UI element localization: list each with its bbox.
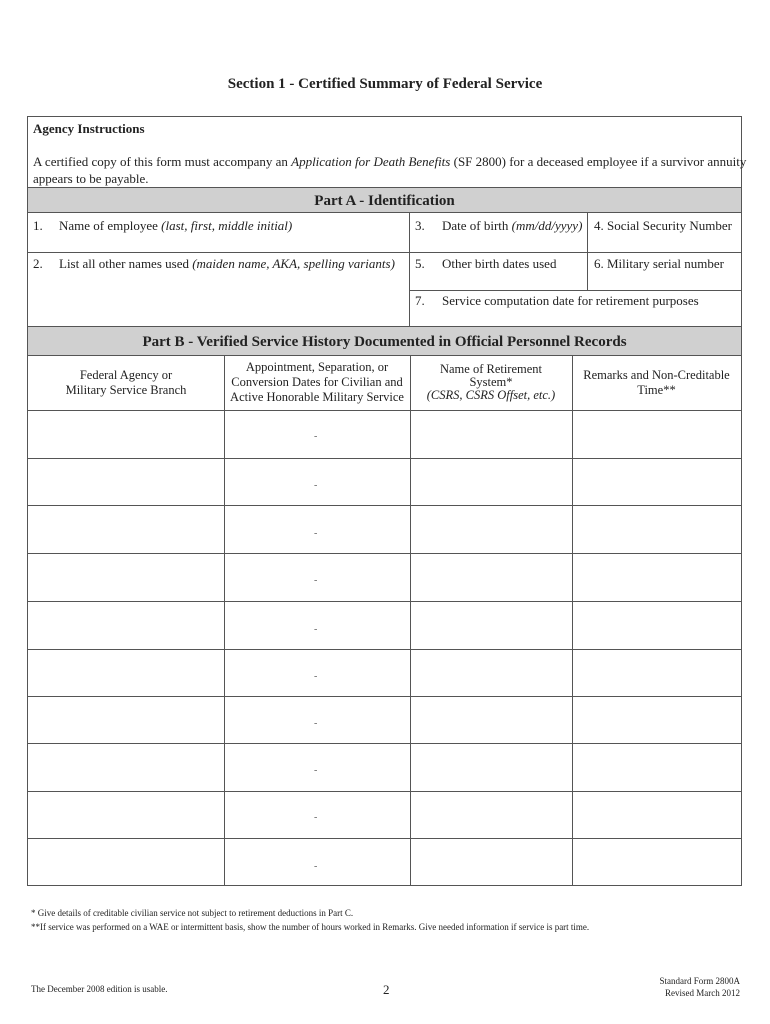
date-separator: - xyxy=(314,812,318,823)
divider xyxy=(410,356,411,886)
table-row-divider xyxy=(28,553,741,554)
divider xyxy=(572,356,573,886)
date-separator: - xyxy=(314,765,318,776)
date-separator: - xyxy=(314,861,318,872)
column-header-agency: Federal Agency or Military Service Branch xyxy=(65,368,187,397)
footnote-2: **If service was performed on a WAE or intermittent basis, show the number of hours worked in Remarks. Give needed information if service is part time. xyxy=(31,922,590,932)
page-number: 2 xyxy=(383,982,390,997)
field-3-number: 3. xyxy=(415,218,425,233)
column-header-retirement-system: Name of Retirement System* (CSRS, CSRS Offset, etc.) xyxy=(426,362,556,402)
table-row-divider xyxy=(28,458,741,459)
ssn-field[interactable]: 4. Social Security Number xyxy=(594,218,732,233)
date-separator: - xyxy=(314,624,318,635)
divider xyxy=(28,252,741,253)
table-row-divider xyxy=(28,838,741,839)
table-row-divider xyxy=(28,649,741,650)
date-separator: - xyxy=(314,718,318,729)
date-separator: - xyxy=(314,671,318,682)
agency-instructions-heading: Agency Instructions xyxy=(33,121,145,136)
column-header-remarks: Remarks and Non-Creditable Time** xyxy=(583,368,730,397)
service-computation-date-field[interactable]: Service computation date for retirement purposes xyxy=(442,293,699,308)
field-1-number: 1. xyxy=(33,218,43,233)
field-2-number: 2. xyxy=(33,256,43,271)
form-name: Standard Form 2800A xyxy=(659,976,740,986)
military-serial-field[interactable]: 6. Military serial number xyxy=(594,256,724,271)
employee-name-field[interactable]: Name of employee (last, first, middle initial) xyxy=(59,218,293,233)
date-of-birth-field[interactable]: Date of birth (mm/dd/yyyy) xyxy=(442,218,583,233)
column-header-dates: Appointment, Separation, or Conversion Dates for Civilian and Active Honorable Military Service xyxy=(230,360,404,404)
footnote-1: * Give details of creditable civilian service not subject to retirement deductions in Part C. xyxy=(31,908,354,918)
divider xyxy=(587,213,588,290)
edition-note: The December 2008 edition is usable. xyxy=(31,984,168,994)
other-birth-dates-field[interactable]: Other birth dates used xyxy=(442,256,557,271)
agency-instructions-text-line2: appears to be payable. xyxy=(33,171,149,186)
date-separator: - xyxy=(314,528,318,539)
divider xyxy=(224,356,225,886)
field-7-number: 7. xyxy=(415,293,425,308)
divider xyxy=(409,213,410,326)
other-names-field[interactable]: List all other names used (maiden name, AKA, spelling variants) xyxy=(59,256,395,271)
part-b-heading: Part B - Verified Service History Documented in Official Personnel Records xyxy=(28,326,741,356)
divider xyxy=(28,410,741,411)
revision-date: Revised March 2012 xyxy=(665,988,740,998)
part-a-heading: Part A - Identification xyxy=(28,187,741,213)
table-row-divider xyxy=(28,505,741,506)
date-separator: - xyxy=(314,431,318,442)
table-row-divider xyxy=(28,696,741,697)
agency-instructions-text: A certified copy of this form must accompany an Application for Death Benefits (SF 2800) for a deceased employee if a survivor annuity xyxy=(33,154,747,169)
table-row-divider xyxy=(28,791,741,792)
page-title: Section 1 - Certified Summary of Federal Service xyxy=(227,76,543,92)
date-separator: - xyxy=(314,575,318,586)
table-row-divider xyxy=(28,743,741,744)
date-separator: - xyxy=(314,480,318,491)
divider xyxy=(409,290,741,291)
table-row-divider xyxy=(28,601,741,602)
field-5-number: 5. xyxy=(415,256,425,271)
